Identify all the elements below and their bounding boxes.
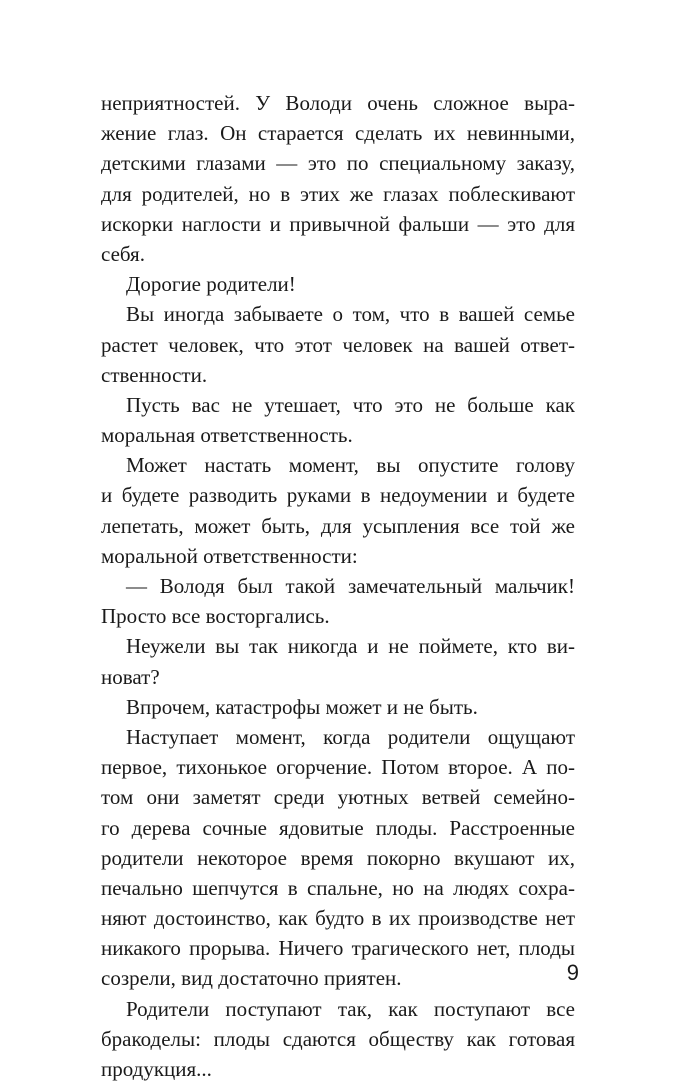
- text-line: детскими глазами — это по специальному заказу,: [101, 151, 575, 176]
- text-line: Впрочем, катастрофы может и не быть.: [126, 694, 478, 719]
- text-line: Может настать момент, вы опустите голову: [126, 453, 575, 478]
- text-line: няют достоинство, как будто в их производстве нет: [101, 906, 575, 931]
- text-line: том они заметят среди уютных ветвей семейно-: [101, 785, 575, 810]
- body-text: [101, 88, 575, 1084]
- text-line: себя.: [101, 241, 145, 266]
- text-line: Неужели вы так никогда и не поймете, кто ви-: [126, 634, 575, 659]
- text-line: новат?: [101, 664, 160, 689]
- text-line: го дерева сочные ядовитые плоды. Расстроенные: [101, 815, 575, 840]
- text-line: Дорогие родители!: [126, 272, 296, 297]
- text-line: лепетать, может быть, для усыпления все той же: [101, 513, 575, 538]
- text-line: родители некоторое время покорно вкушают их,: [101, 845, 575, 870]
- text-line: Вы иногда забываете о том, что в вашей семье: [126, 302, 575, 327]
- text-line: никакого прорыва. Ничего трагического нет, плоды: [101, 936, 575, 961]
- text-line: созрели, вид достаточно приятен.: [101, 966, 402, 991]
- text-line: неприятностей. У Володи очень сложное выра-: [101, 91, 575, 115]
- text-line: Наступает момент, когда родители ощущают: [126, 724, 575, 749]
- text-line: — Володя был такой замечательный мальчик!: [126, 574, 575, 598]
- text-line: продукция...: [101, 1057, 212, 1081]
- text-line: искорки наглости и привычной фальши — это для: [101, 211, 575, 236]
- text-line: жение глаз. Он старается сделать их невинными,: [101, 121, 575, 146]
- text-line: бракоделы: плоды сдаются обществу как готовая: [101, 1026, 575, 1051]
- text-line: моральной ответственности:: [101, 543, 358, 568]
- page-number: 9: [566, 960, 579, 985]
- text-line: Просто все восторгались.: [101, 604, 330, 629]
- text-line: печально шепчутся в спальне, но на людях сохра-: [101, 875, 575, 900]
- text-line: Родители поступают так, как поступают все: [126, 996, 575, 1021]
- text-line: Пусть вас не утешает, что это не больше как: [126, 392, 575, 417]
- text-line: ственности.: [101, 362, 208, 387]
- text-line: для родителей, но в этих же глазах поблескивают: [101, 181, 575, 206]
- text-line: моральная ответственность.: [101, 423, 353, 448]
- text-line: растет человек, что этот человек на вашей ответ-: [101, 332, 575, 357]
- text-line: и будете разводить руками в недоумении и будете: [101, 483, 575, 508]
- text-line: первое, тихонькое огорчение. Потом второе. А по-: [101, 755, 575, 780]
